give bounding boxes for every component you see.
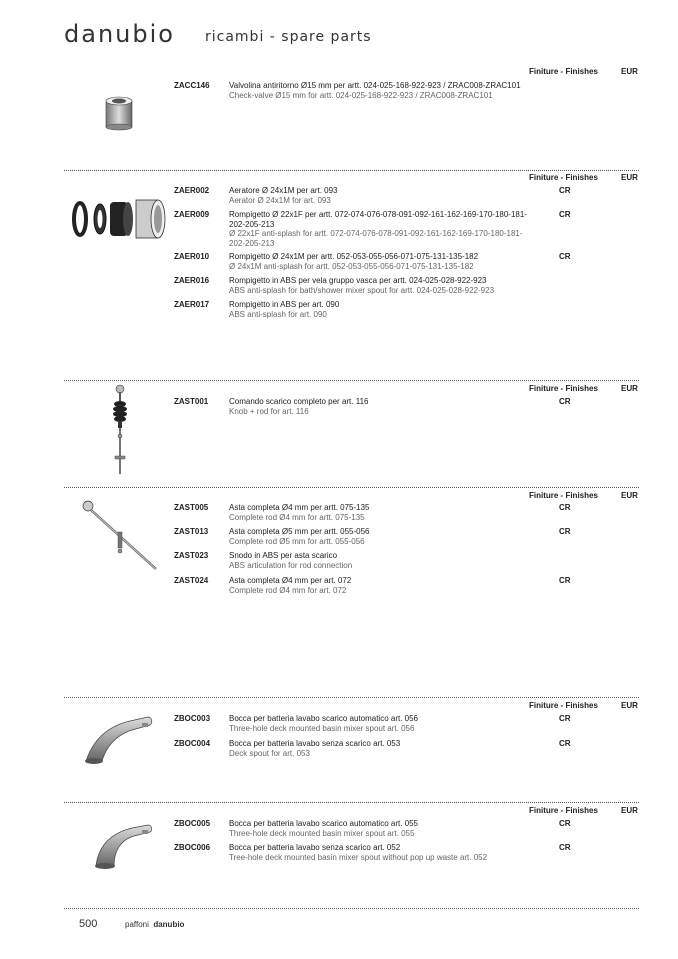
description-it: Aeratore Ø 24x1M per art. 093 [229, 186, 338, 195]
part-code: ZACC146 [174, 81, 210, 90]
part-code: ZBOC004 [174, 739, 211, 748]
finish-value: CR [559, 576, 571, 585]
eur-header: EUR [621, 701, 638, 710]
part-code: ZAER017 [174, 300, 210, 309]
finishes-header: Finiture - Finishes [529, 701, 598, 710]
finishes-header: Finiture - Finishes [529, 384, 598, 393]
finish-value: CR [559, 252, 571, 261]
section-divider [64, 380, 639, 381]
description-en: Complete rod Ø4 mm for artt. 075-135 [229, 512, 365, 522]
description-it: Rompigetto Ø 22x1F per artt. 072-074-076-078-091-092-161-162-169-170-180-181-202-205-213 [229, 210, 527, 229]
part-description [229, 576, 529, 595]
eur-header: EUR [621, 491, 638, 500]
part-code: ZAER016 [174, 276, 210, 285]
finish-value: CR [559, 843, 571, 852]
section-divider [64, 802, 639, 803]
description-en: Knob + rod for art. 116 [229, 406, 309, 416]
description-en: ABS articulation for rod connection [229, 560, 353, 570]
description-en: Complete rod Ø5 mm for artt. 055-056 [229, 536, 365, 546]
description-it: Rompigetto Ø 24x1M per artt. 052-053-055-056-071-075-131-135-182 [229, 252, 479, 261]
part-description [229, 503, 529, 522]
part-description [229, 739, 529, 758]
finish-value: CR [559, 714, 571, 723]
part-code: ZAST013 [174, 527, 209, 536]
description-en: Three-hole deck mounted basin mixer spout art. 056 [229, 723, 415, 733]
part-description [229, 397, 529, 416]
part-description [229, 819, 529, 838]
eur-header: EUR [621, 67, 638, 76]
finishes-header: Finiture - Finishes [529, 806, 598, 815]
finish-value: CR [559, 819, 571, 828]
part-description [229, 81, 529, 100]
complete-rod-illustration [80, 499, 160, 573]
finish-value: CR [559, 186, 571, 195]
finish-value: CR [559, 527, 571, 536]
part-description [229, 527, 529, 546]
description-it: Rompigetto in ABS per vela gruppo vasca per artt. 024-025-028-922-923 [229, 276, 487, 285]
section-divider [64, 170, 639, 171]
footer-brand [125, 920, 184, 929]
part-description [229, 843, 529, 862]
description-en: Ø 22x1F anti-splash for artt. 072-074-076-078-091-092-161-162-169-170-180-181-202-205-213 [229, 229, 523, 248]
description-it: Bocca per batteria lavabo senza scarico art. 052 [229, 843, 401, 852]
finishes-header: Finiture - Finishes [529, 491, 598, 500]
check-valve-illustration [100, 93, 140, 133]
finishes-header: Finiture - Finishes [529, 173, 598, 182]
part-description [229, 276, 529, 295]
part-description [229, 186, 529, 205]
finish-value: CR [559, 739, 571, 748]
description-it: Asta completa Ø5 mm per artt. 055-056 [229, 527, 370, 536]
description-en: Aerator Ø 24x1M for art. 093 [229, 195, 331, 205]
knob-rod-illustration [106, 384, 136, 478]
finishes-header: Finiture - Finishes [529, 67, 598, 76]
description-en: Three-hole deck mounted basin mixer spout art. 055 [229, 828, 415, 838]
aerator-parts-illustration [70, 196, 170, 242]
page-number: 500 [79, 918, 98, 930]
eur-header: EUR [621, 173, 638, 182]
section-divider [64, 487, 639, 488]
description-en: Tree-hole deck mounted basin mixer spout without pop up waste art. 052 [229, 852, 488, 862]
description-en: Ø 24x1M anti-splash for artt. 052-053-055-056-071-075-131-135-182 [229, 261, 474, 271]
part-code: ZAER009 [174, 210, 210, 219]
description-it: Snodo in ABS per asta scarico [229, 551, 338, 560]
footer-brand-prefix: paffoni [125, 920, 149, 929]
description-it: Rompigetto in ABS per art. 090 [229, 300, 340, 309]
description-en: ABS anti-splash for bath/shower mixer spout for artt. 024-025-028-922-923 [229, 285, 495, 295]
description-it: Comando scarico completo per art. 116 [229, 397, 369, 406]
eur-header: EUR [621, 806, 638, 815]
description-it: Asta completa Ø4 mm per art. 072 [229, 576, 352, 585]
basin-spout-short-illustration [92, 820, 156, 870]
section-divider [64, 697, 639, 698]
part-description [229, 714, 529, 733]
part-code: ZAER010 [174, 252, 210, 261]
part-description [229, 210, 529, 248]
eur-header: EUR [621, 384, 638, 393]
finish-value: CR [559, 503, 571, 512]
footer-brand-name: danubio [153, 920, 185, 929]
description-it: Valvolina antiritorno Ø15 mm per artt. 024-025-168-922-923 / ZRAC008-ZRAC101 [229, 81, 521, 90]
description-en: Deck spout for art. 053 [229, 748, 310, 758]
description-it: Bocca per batteria lavabo scarico automatico art. 056 [229, 714, 418, 723]
part-code: ZBOC006 [174, 843, 211, 852]
part-description [229, 551, 529, 570]
part-code: ZAST005 [174, 503, 209, 512]
part-code: ZAST024 [174, 576, 209, 585]
finish-value: CR [559, 210, 571, 219]
description-en: ABS anti-splash for art. 090 [229, 309, 327, 319]
description-en: Complete rod Ø4 mm for art. 072 [229, 585, 347, 595]
part-description [229, 300, 529, 319]
description-it: Asta completa Ø4 mm per artt. 075-135 [229, 503, 370, 512]
page-subtitle: ricambi - spare parts [205, 29, 372, 45]
part-code: ZBOC003 [174, 714, 211, 723]
part-code: ZAST023 [174, 551, 209, 560]
part-description [229, 252, 529, 271]
brand-title: danubio [64, 20, 175, 48]
description-en: Check-valve Ø15 mm for artt. 024-025-168-922-923 / ZRAC008-ZRAC101 [229, 90, 493, 100]
description-it: Bocca per batteria lavabo senza scarico art. 053 [229, 739, 401, 748]
finish-value: CR [559, 397, 571, 406]
description-it: Bocca per batteria lavabo scarico automatico art. 055 [229, 819, 418, 828]
basin-spout-illustration [82, 713, 156, 765]
part-code: ZAER002 [174, 186, 210, 195]
footer-divider [64, 908, 639, 909]
part-code: ZAST001 [174, 397, 209, 406]
part-code: ZBOC005 [174, 819, 211, 828]
